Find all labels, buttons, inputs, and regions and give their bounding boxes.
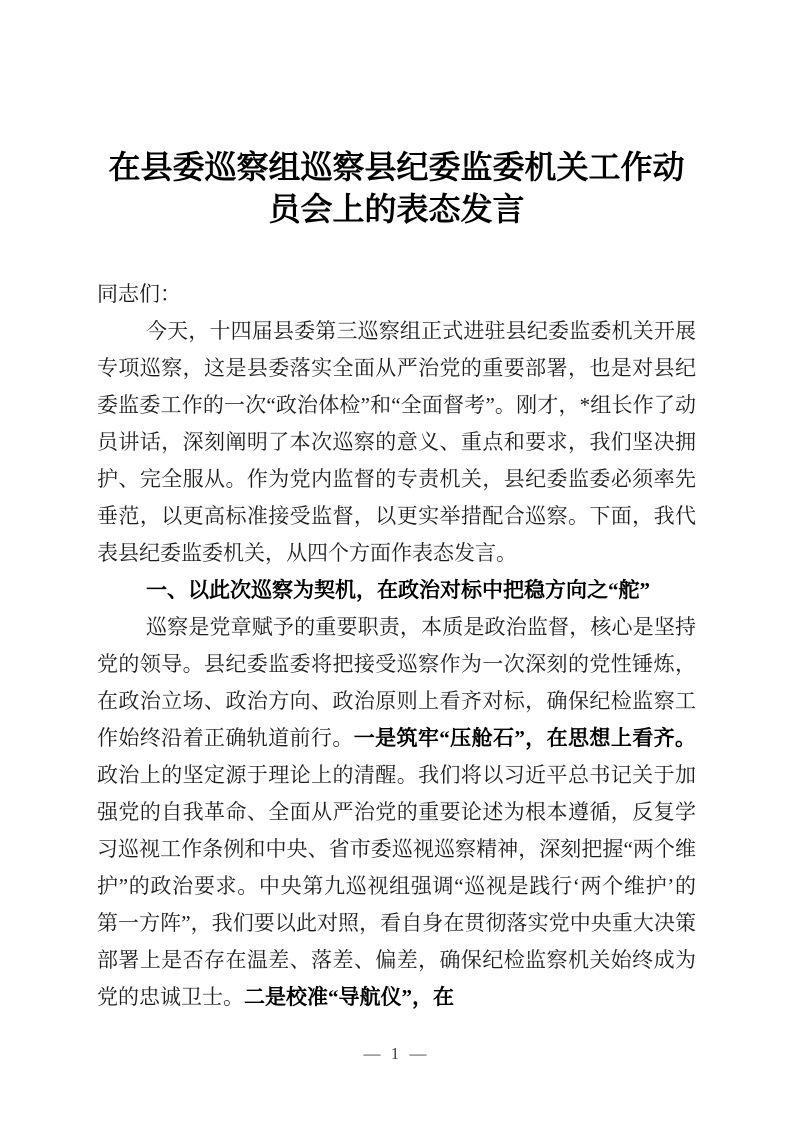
text-run: 巡察是党章赋予的重要职责，本质是政治监督，核心是坚持党的领导。县纪委监委将把接受巡察作为一次深刻的党性锤炼，在政治立场、政治方向、政治原则上看齐对标，确保纪检监察工作始终沿着正确轨道前行。 [97,615,696,750]
salutation: 同志们： [97,282,181,306]
bold-text-run: 二是校准“导航仪”，在 [244,985,454,1009]
section-heading [97,572,696,609]
text-run: 政治上的坚定源于理论上的清醒。我们将以习近平总书记关于加强党的自我革命、全面从严治党的重要论述为根本遵循，反复学习巡视工作条例和中央、省市委巡视巡察精神，深刻把握“两个维护”的政治要求。中央第九巡视组强调“巡视是践行‘两个维护’的第一方阵”，我们要以此对照，看自身在贯彻落实党中央重大决策部署上是否存在温差、落差、偏差，确保纪检监察机关始终成为党的忠诚卫士。 [97,763,696,1009]
paragraphs-container [97,313,696,1016]
paragraph [97,609,696,1016]
bold-text-run: 一是筑牢“压舱石”，在思想上看齐。 [353,726,697,750]
document-title: 在县委巡察组巡察县纪委监委机关工作动员会上的表态发言 [108,149,685,227]
text-run: 今天，十四届县委第三巡察组正式进驻县纪委监委机关开展专项巡察，这是县委落实全面从严治党的重要部署，也是对县纪委监委工作的一次“政治体检”和“全面督考”。刚才，*组长作了动员讲话，深刻阐明了本次巡察的意义、重点和要求，我们坚决拥护、完全服从。作为党内监督的专责机关，县纪委监委必须率先垂范，以更高标准接受监督，以更实举措配合巡察。下面，我代表县纪委监委机关，从四个方面作表态发言。 [97,319,696,565]
document-body [97,276,696,1016]
page-footer [0,1044,793,1064]
bold-text-run: 一、以此次巡察为契机，在政治对标中把稳方向之“舵” [146,578,650,602]
paragraph [97,313,696,572]
page-number: — 1 — [363,1044,430,1063]
